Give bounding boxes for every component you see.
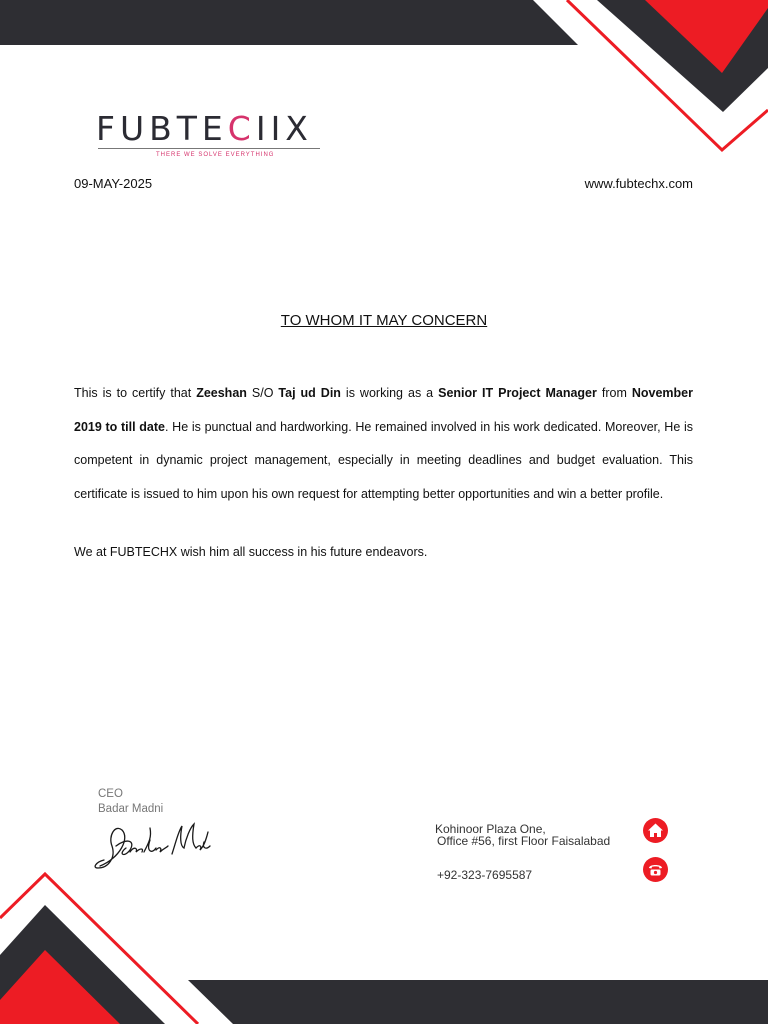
address-line-1: Kohinoor Plaza One, xyxy=(435,822,546,836)
letter-body xyxy=(74,377,693,511)
closing-line: We at FUBTECHX wish him all success in his future endeavors. xyxy=(74,545,428,559)
body-paragraph: This is to certify that Zeeshan S/O Taj ud Din is working as a Senior IT Project Manager from November 2019 to till date. He is punctual and hardworking. He remained involved in his work dedicated. Moreover, He is competent in dynamic project management, especially in meeting deadlines and budget evaluation. This certificate is issued to him upon his own request for attempting better opportunities and win a better profile. xyxy=(74,386,693,501)
letter-subject: TO WHOM IT MAY CONCERN xyxy=(280,312,488,329)
signatory-title: CEO xyxy=(98,788,123,800)
letter-date: 09-MAY-2025 xyxy=(74,176,153,191)
logo-underline xyxy=(98,148,320,149)
top-dark-band xyxy=(0,0,578,45)
home-icon xyxy=(643,818,668,843)
father-name: Taj ud Din xyxy=(278,386,341,400)
company-logo xyxy=(96,110,326,162)
address-line-2: Office #56, first Floor Faisalabad xyxy=(437,834,611,848)
job-position: Senior IT Project Manager xyxy=(438,386,597,400)
bottom-left-red-shape xyxy=(0,950,120,1024)
top-right-dark-shape xyxy=(597,0,768,112)
phone-icon xyxy=(643,857,668,882)
logo-wordmark: FUBTECIIX xyxy=(96,109,313,148)
bottom-left-dark-shape xyxy=(0,905,165,1024)
bottom-dark-band xyxy=(188,980,768,1024)
phone-number: +92-323-7695587 xyxy=(437,868,533,882)
handwritten-signature xyxy=(90,818,215,873)
company-website: www.fubtechx.com xyxy=(584,176,693,191)
top-right-red-shape xyxy=(645,0,768,73)
bottom-left-red-stroke xyxy=(0,874,198,1024)
logo-tagline: THERE WE SOLVE EVERYTHING xyxy=(156,152,275,158)
top-right-red-stroke xyxy=(567,0,768,150)
employee-name: Zeeshan xyxy=(196,386,247,400)
signatory-name: Badar Madni xyxy=(98,803,164,815)
employment-period: November 2019 to till date xyxy=(74,386,693,434)
